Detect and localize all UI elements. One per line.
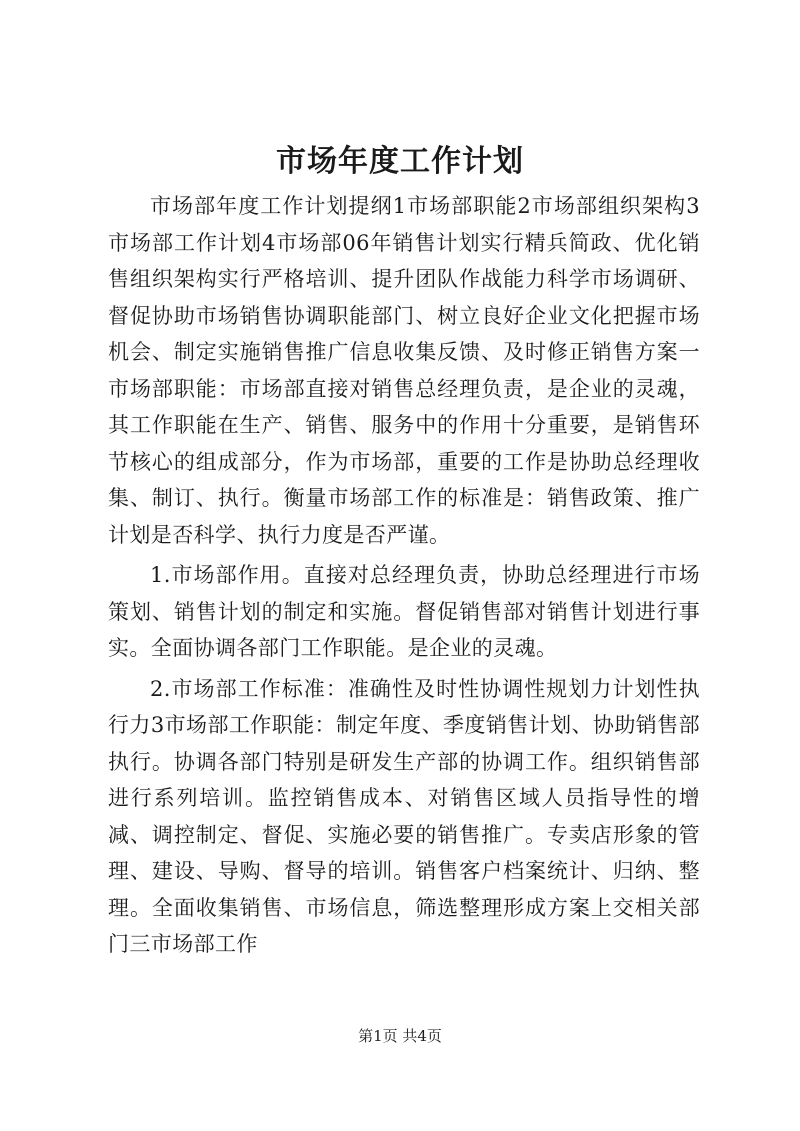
document-body (108, 188, 700, 967)
paragraph-work-standard: 2.市场部工作标准：准确性及时性协调性规划力计划性执行力3市场部工作职能：制定年度、季度销售计划、协助销售部执行。协调各部门特别是研发生产部的协调工作。组织销售部进行系列培训。监控销售成本、对销售区域人员指导性的增减、调控制定、督促、实施必要的销售推广。专卖店形象的管理、建设、导购、督导的培训。销售客户档案统计、归纳、整理。全面收集销售、市场信息，筛选整理形成方案上交相关部门三市场部工作 (108, 676, 700, 956)
paragraph-market-role: 1.市场部作用。直接对总经理负责，协助总经理进行市场策划、销售计划的制定和实施。督促销售部对销售计划进行事实。全面协调各部门工作职能。是企业的灵魂。 (108, 563, 700, 660)
document-title: 市场年度工作计划 (276, 144, 524, 179)
paragraph-intro: 市场部年度工作计划提纲1市场部职能2市场部组织架构3市场部工作计划4市场部06年销售计划实行精兵简政、优化销售组织架构实行严格培训、提升团队作战能力科学市场调研、督促协助市场销售协调职能部门、树立良好企业文化把握市场机会、制定实施销售推广信息收集反馈、及时修正销售方案一市场部职能：市场部直接对销售总经理负责，是企业的灵魂，其工作职能在生产、销售、服务中的作用十分重要，是销售环节核心的组成部分，作为市场部，重要的工作是协助总经理收集、制订、执行。衡量市场部工作的标准是：销售政策、推广计划是否科学、执行力度是否严谨。 (108, 194, 700, 547)
page-footer: 第1页 共4页 (358, 1027, 442, 1045)
